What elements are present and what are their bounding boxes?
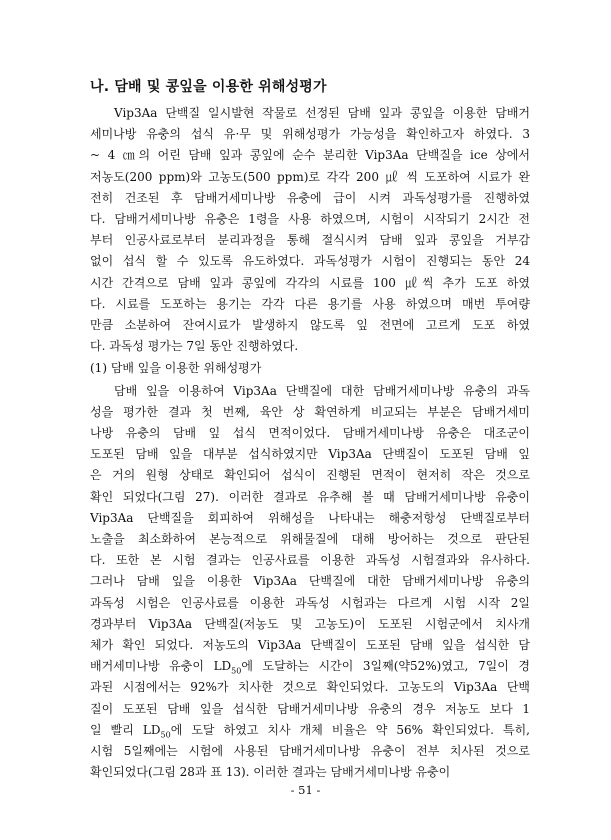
text-line: 다. 담배거세미나방 유충은 1령을 사용 하였으며, 시험이 시작되기 2시간 전 [90, 212, 530, 227]
text-line: 체가 확인 되었다. 저농도의 Vip3Aa 단백질이 도포된 담배 잎을 섭식한 담 [90, 638, 530, 653]
text-line: 시험 5일째에는 시험에 사용된 담배거세미나방 유충이 전부 치사된 것으로 [90, 744, 530, 759]
text-line: 전히 건조된 후 담배거세미나방 유충에 급이 시켜 과독성평가를 진행하였 [90, 190, 530, 205]
section-title: 나. 담배 및 콩잎을 이용한 위해성평가 [90, 79, 327, 95]
text-line: 일 빨리 $LD_{50}$에 도달 하였고 치사 개체 비율은 약 56% 확인되었다. 특히, [90, 722, 530, 740]
paragraph-tobacco-results [90, 381, 530, 784]
text-line: 경과부터 Vip3Aa 단백질(저농도 및 고농도)이 도포된 시험군에서 치사개 [90, 616, 530, 631]
subsection-title: (1) 담배 잎을 이용한 위해성평가 [90, 361, 262, 376]
text-line: Vip3Aa 단백질 일시발현 작물로 선정된 담배 잎과 콩잎을 이용한 담배거 [114, 106, 530, 120]
text-line: 질이 도포된 담배 잎을 섭식한 담배거세미나방 유충의 경우 저농도 보다 1 [90, 701, 530, 716]
text-line: 노출을 최소화하여 본능적으로 위해물질에 대해 방어하는 것으로 판단된 [90, 532, 530, 547]
text-line: 성을 평가한 결과 첫 번째, 육안 상 확연하게 비교되는 부분은 담배거세미 [90, 404, 530, 419]
text-line: ~ 4 ㎝의 어린 담배 잎과 콩잎에 순수 분리한 Vip3Aa 단백질을 ice 상에서 [90, 148, 530, 163]
text-line: 확인되었다(그림 28과 표 13). 이러한 결과는 담배거세미나방 유충이 [90, 765, 451, 780]
text-line: 저농도(200 ppm)와 고농도(500 ppm)로 각각 200 ㎕ 씩 도포하여 시료가 완 [90, 169, 530, 184]
paragraph-intro [90, 103, 530, 357]
text-line: 나방 유충의 담배 잎 섭식 면적이었다. 담배거세미나방 유충은 대조군이 [90, 426, 530, 441]
text-line: 만큼 소분하여 잔여시료가 발생하지 않도록 잎 전면에 고르게 도포 하였 [90, 318, 530, 333]
text-line: 배거세미나방 유충이 $LD_{50}$에 도달하는 시간이 3일째(약52%)였고, 7일이 경 [90, 659, 530, 676]
text-line: 다. 또한 본 시험 결과는 인공사료를 이용한 과독성 시험결과와 유사하다. [90, 553, 530, 568]
text-line: 과독성 시험은 인공사료를 이용한 과독성 시험과는 다르게 시험 시작 2일 [90, 595, 530, 610]
text-line: 세미나방 유충의 섭식 유·무 및 위해성평가 가능성을 확인하고자 하였다. 3 [90, 127, 530, 142]
text-line: Vip3Aa 단백질을 회피하여 위해성을 나타내는 해충저항성 단백질로부터 [90, 510, 530, 525]
text-line: 없이 섭식 할 수 있도록 유도하였다. 과독성평가 시험이 진행되는 동안 24 [90, 254, 530, 269]
text-line: 부터 인공사료로부터 분리과정을 통해 절식시켜 담배 잎과 콩잎을 거부감 [90, 233, 530, 248]
text-line: 담배 잎을 이용하여 Vip3Aa 단백질에 대한 담배거세미나방 유충의 과독 [114, 383, 530, 398]
text-line: 과된 시점에서는 92%가 치사한 것으로 확인되었다. 고농도의 Vip3Aa 단백 [90, 680, 530, 695]
text-line: 확인 되었다(그림 27). 이러한 결과로 유추해 볼 때 담배거세미나방 유충이 [90, 489, 530, 504]
text-line: 은 거의 원형 상태로 확인되어 섭식이 진행된 면적이 현저히 작은 것으로 [90, 468, 530, 483]
page-number: - 51 - [290, 783, 321, 797]
page-content [90, 76, 530, 784]
text-line: 시간 간격으로 담배 잎과 콩잎에 각각의 시료를 100 ㎕씩 추가 도포 하였 [90, 275, 530, 290]
text-line: 다. 시료를 도포하는 용기는 각각 다른 용기를 사용 하였으며 매번 투여량 [90, 296, 530, 311]
text-line: 도포된 담배 잎을 대부분 섭식하였지만 Vip3Aa 단백질이 도포된 담배 잎 [90, 447, 530, 462]
text-line: 다. 과독성 평가는 7일 동안 진행하였다. [90, 339, 299, 354]
text-line: 그러나 담배 잎을 이용한 Vip3Aa 단백질에 대한 담배거세미나방 유충의 [90, 574, 530, 589]
